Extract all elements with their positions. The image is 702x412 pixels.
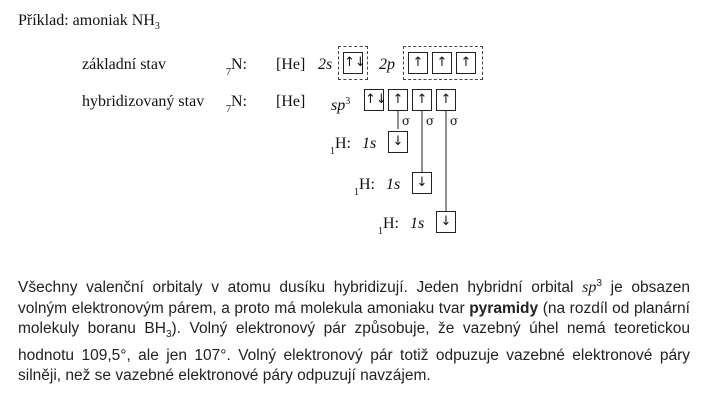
hydrogen-3-atomic-number: 1 [378, 226, 383, 237]
hydrogen-2-symbol [354, 176, 375, 198]
hybrid-core: [He] [276, 93, 306, 110]
hybrid-box-4: ↑ [436, 89, 456, 111]
para-part-2: je obsazen volným elektronovým párem, a proto má molekula amoniaku tvar [18, 279, 691, 317]
hydrogen-2-element: H: [359, 176, 375, 193]
sigma-label-2: σ [426, 114, 435, 128]
hydrogen-1-element: H: [335, 135, 351, 152]
hydrogen-3-orbital: 1s [410, 215, 425, 232]
ground-core: [He] [276, 56, 306, 73]
hybrid-element: N: [231, 93, 247, 110]
hybrid-sp-sup: 3 [345, 96, 351, 107]
hybrid-sp-base: sp [331, 97, 346, 114]
para-sp-sup: 3 [596, 278, 602, 289]
ground-2p-label: 2p [379, 56, 395, 73]
para-part-4: ). Volný elektronový pár způsobuje, že vazebný úhel nemá teoretickou hodnotu 109,5°, ale jen 107°. Volný elektronový pár totiž odpuzuje vazebné elektronové páry silněji, než se vazebné elektronové páry odpuzují navzájem. [18, 320, 690, 385]
hydrogen-2-box: ↓ [412, 172, 432, 194]
explanation-paragraph [18, 274, 690, 387]
hybrid-atomic-number: 7 [226, 104, 231, 115]
para-bh3-sub: 3 [165, 329, 172, 341]
ground-2s-box: ↑↓ [343, 52, 363, 74]
title-subscript: 3 [154, 21, 160, 32]
ground-state-label: základní stav [82, 56, 166, 73]
ground-2p-box-1: ↑ [408, 52, 428, 74]
ground-atomic-number: 7 [226, 67, 231, 78]
para-sp: sp [582, 279, 597, 297]
hydrogen-1-orbital: 1s [362, 135, 377, 152]
para-bold-pyramidy: pyramidy [469, 299, 539, 317]
hydrogen-3-symbol [378, 215, 399, 237]
hybrid-box-3: ↑ [412, 89, 432, 111]
ground-2p-box-3: ↑ [456, 52, 476, 74]
hydrogen-2-orbital: 1s [386, 176, 401, 193]
hydrogen-3-box: ↓ [436, 211, 456, 233]
hydrogen-1-box: ↓ [388, 131, 408, 153]
hydrogen-1-symbol [330, 135, 351, 157]
hybrid-state-label: hybridizovaný stav [82, 93, 205, 110]
hydrogen-1-atomic-number: 1 [330, 146, 335, 157]
hydrogen-2-atomic-number: 1 [354, 187, 359, 198]
hybrid-box-1: ↑↓ [364, 89, 384, 111]
para-part-3: (na rozdíl od planární molekuly boranu BH [18, 299, 690, 338]
title-text: Příklad: amoniak NH [18, 12, 155, 29]
sigma-label-1: σ [402, 114, 411, 128]
sigma-label-3: σ [450, 114, 459, 128]
ground-2p-box-2: ↑ [432, 52, 452, 74]
hybrid-box-2: ↑ [388, 89, 408, 111]
hydrogen-3-element: H: [383, 215, 399, 232]
para-part-1: Všechny valenční orbitaly v atomu dusíku hybridizují. Jeden hybridní orbital [18, 279, 583, 297]
ground-2s-label: 2s [318, 56, 333, 73]
ground-element: N: [231, 56, 247, 73]
